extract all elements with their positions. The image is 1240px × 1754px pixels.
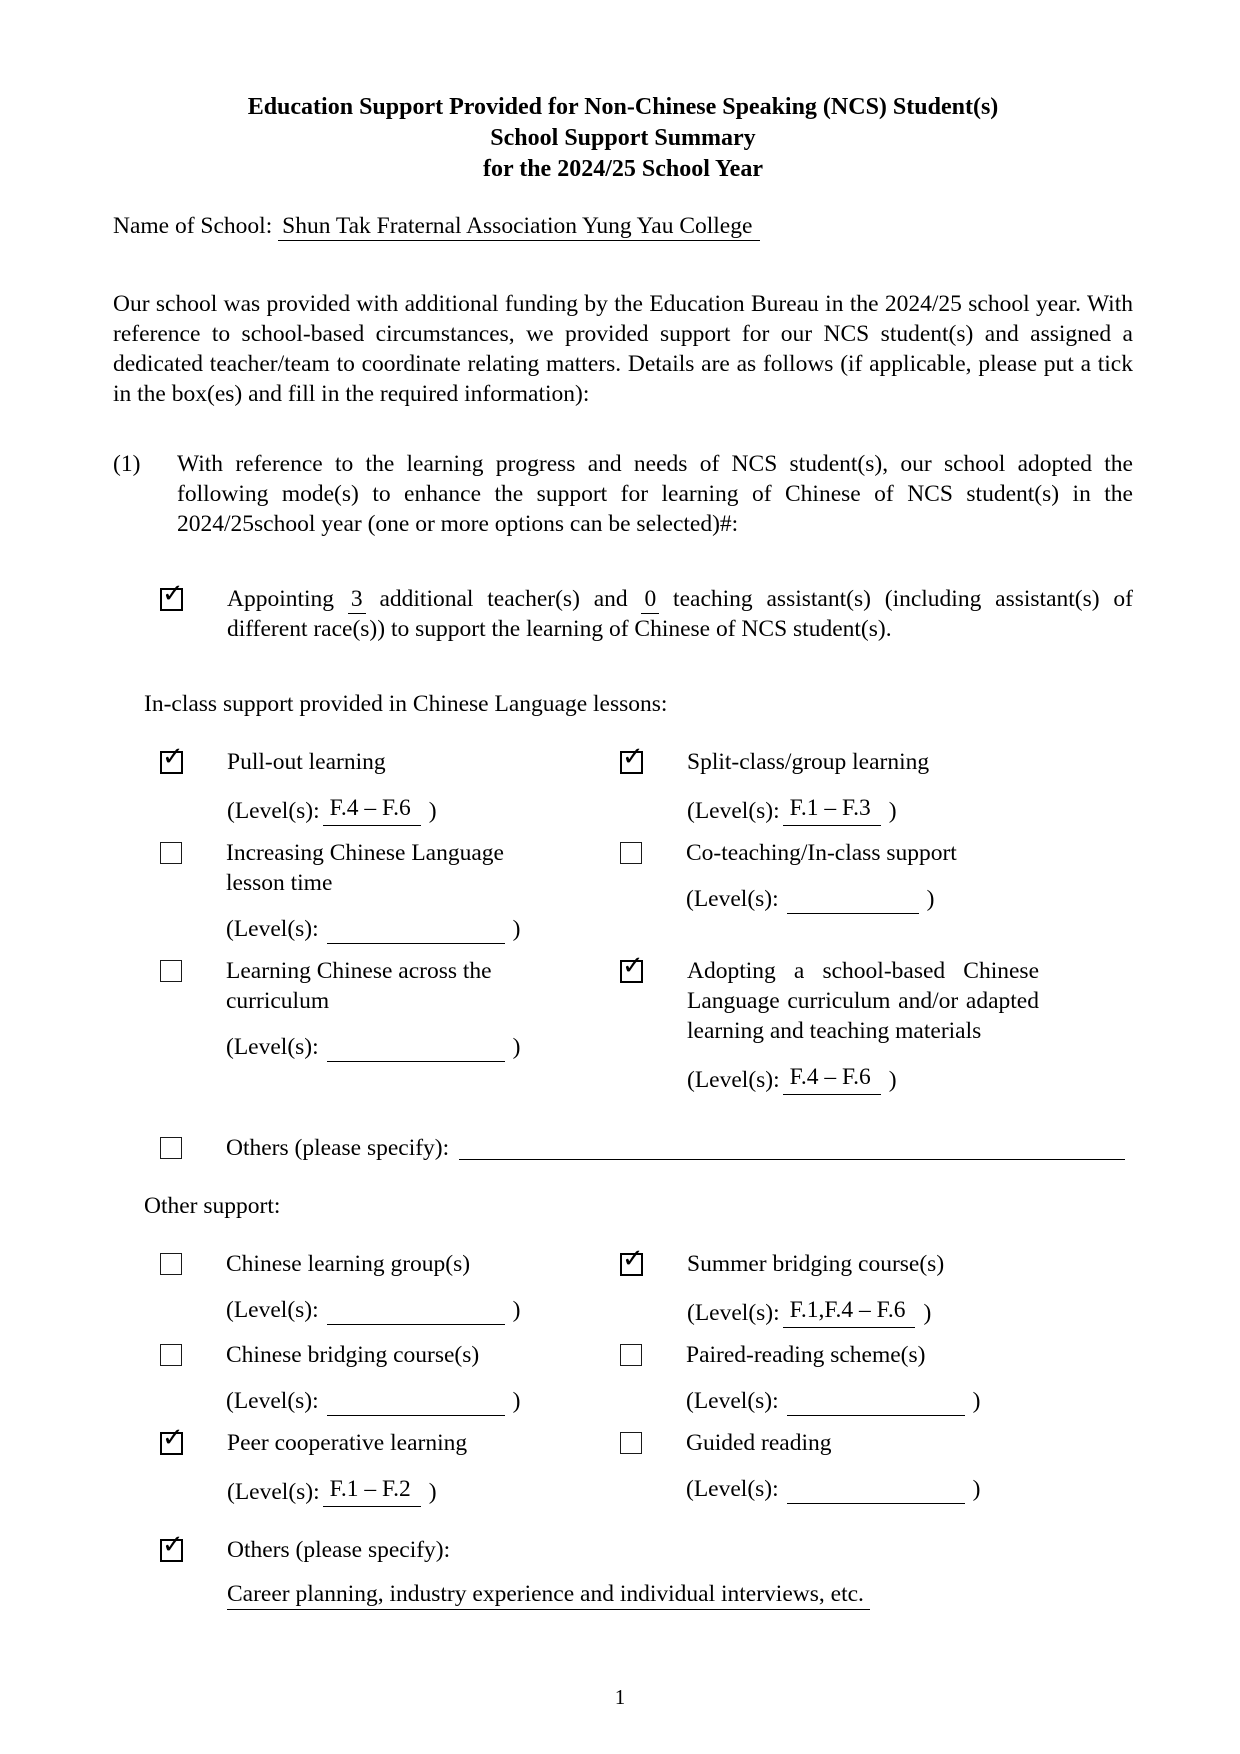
- spacer: [183, 584, 227, 644]
- check-icon: ✓: [622, 951, 644, 981]
- checkbox[interactable]: [160, 842, 182, 864]
- spacer: [643, 1249, 687, 1328]
- option-cell: [620, 742, 1133, 826]
- close-paren: ): [428, 798, 437, 824]
- spacer: [183, 747, 227, 826]
- level-prefix: (Level(s):: [227, 1479, 320, 1505]
- other-support-options-grid: [160, 1244, 1133, 1519]
- spacer: [643, 747, 687, 826]
- option-label: Pull-out learning: [227, 749, 386, 775]
- level-line: [687, 1062, 1039, 1095]
- spacer: [182, 956, 226, 1062]
- option-label: Adopting a school-based Chinese Language curriculum and/or adapted learning and teaching materials: [687, 958, 1039, 1044]
- close-paren: ): [512, 916, 521, 942]
- assistant-count-field[interactable]: 0: [641, 586, 659, 614]
- check-icon: ✓: [162, 1423, 184, 1453]
- level-line: [226, 1386, 526, 1416]
- school-name-value[interactable]: Shun Tak Fraternal Association Yung Yau College: [278, 213, 760, 241]
- spacer: [183, 1535, 227, 1609]
- level-value-blank[interactable]: [327, 1391, 505, 1416]
- level-value-blank[interactable]: [327, 1037, 505, 1062]
- others-label: Others (please specify):: [226, 1135, 450, 1161]
- level-line: [227, 1474, 527, 1507]
- option-label: Paired-reading scheme(s): [686, 1342, 926, 1368]
- level-value-blank[interactable]: [327, 919, 505, 944]
- option-label: Guided reading: [686, 1430, 832, 1456]
- appointing-part3: teaching assistant(s) (including assistant(s) of different race(s)) to support the learning of Chinese of NCS student(s).: [227, 586, 1133, 642]
- level-line: [686, 1474, 1038, 1504]
- checkbox[interactable]: [160, 1137, 182, 1159]
- spacer: [182, 1340, 226, 1416]
- option-label: Increasing Chinese Language lesson time: [226, 840, 504, 896]
- option-cell: [620, 951, 1133, 1095]
- close-paren: ): [923, 1300, 932, 1326]
- option-cell: [160, 838, 620, 944]
- spacer: [642, 1428, 686, 1504]
- checkbox[interactable]: [160, 742, 184, 774]
- intro-paragraph: Our school was provided with additional funding by the Education Bureau in the 2024/25 school year. With reference to school-based circumstances, we provided support for our NCS student(s) and assigned a dedicated teacher/team to coordinate relating matters. Details are as follows (if applicable, please put a tick in the box(es) and fill in the required information):: [113, 291, 1133, 407]
- level-line: [226, 914, 526, 944]
- option-cell: [160, 1249, 620, 1328]
- title-line-2: School Support Summary: [490, 125, 756, 151]
- checkbox[interactable]: [620, 842, 642, 864]
- check-icon: ✓: [162, 742, 184, 772]
- check-icon: ✓: [622, 1244, 644, 1274]
- level-prefix: (Level(s):: [226, 1297, 319, 1323]
- option-label: Peer cooperative learning: [227, 1430, 468, 1456]
- level-line: [686, 1386, 1038, 1416]
- level-prefix: (Level(s):: [687, 798, 780, 824]
- spacer: [182, 838, 226, 944]
- option-cell: [160, 956, 620, 1095]
- option-cell: [160, 1340, 620, 1416]
- item-1: [113, 449, 1133, 539]
- checkbox[interactable]: [620, 742, 644, 774]
- inclass-options-grid: [160, 742, 1133, 1107]
- spacer: [182, 1133, 226, 1163]
- option-cell: [620, 1428, 1133, 1507]
- checkbox[interactable]: [620, 1244, 644, 1276]
- appointing-part1: Appointing: [227, 586, 348, 612]
- checkbox[interactable]: [160, 1344, 182, 1366]
- item-1-number: (1): [113, 451, 141, 477]
- spacer: [183, 1428, 227, 1507]
- level-line: [227, 793, 527, 826]
- checkbox[interactable]: [160, 1530, 184, 1562]
- page-title: [113, 92, 1133, 185]
- check-icon: ✓: [622, 742, 644, 772]
- close-paren: ): [512, 1034, 521, 1060]
- level-value[interactable]: F.1 – F.3: [783, 793, 881, 826]
- checkbox[interactable]: [620, 951, 644, 983]
- checkbox[interactable]: [160, 960, 182, 982]
- appointing-part2: additional teacher(s) and: [365, 586, 642, 612]
- option-cell: [620, 838, 1133, 944]
- title-line-3: for the 2024/25 School Year: [483, 156, 763, 182]
- close-paren: ): [926, 886, 935, 912]
- close-paren: ): [972, 1476, 981, 1502]
- option-label: Co-teaching/In-class support: [686, 840, 957, 866]
- spacer: [642, 838, 686, 914]
- level-value-blank[interactable]: [327, 1300, 505, 1325]
- level-prefix: (Level(s):: [687, 1067, 780, 1093]
- title-line-1: Education Support Provided for Non-Chinese Speaking (NCS) Student(s): [247, 94, 999, 120]
- option-cell: [160, 742, 620, 826]
- spacer: [643, 956, 687, 1095]
- close-paren: ): [972, 1388, 981, 1414]
- spacer: [642, 1340, 686, 1416]
- option-cell: [620, 1244, 1133, 1328]
- level-line: [687, 793, 1039, 826]
- page-number: 1: [614, 1685, 626, 1709]
- item-1-text: With reference to the learning progress and needs of NCS student(s), our school adopted the following mode(s) to enhance the support for learning of Chinese of NCS student(s) in the 2024/25school year (one or more options can be selected)#:: [177, 451, 1133, 537]
- inclass-others-option: [160, 1133, 1133, 1163]
- others-specify-value[interactable]: Career planning, industry experience and individual interviews, etc.: [227, 1581, 870, 1610]
- checkbox[interactable]: [160, 579, 184, 611]
- level-prefix: (Level(s):: [227, 798, 320, 824]
- level-prefix: (Level(s):: [686, 1476, 779, 1502]
- level-line: [686, 884, 1038, 914]
- option-label: Learning Chinese across the curriculum: [226, 958, 492, 1014]
- appointing-option: [160, 579, 1133, 644]
- level-value-blank[interactable]: [787, 889, 919, 914]
- level-value[interactable]: F.4 – F.6: [783, 1062, 881, 1095]
- close-paren: ): [512, 1388, 521, 1414]
- option-label: Split-class/group learning: [687, 749, 930, 775]
- close-paren: ): [888, 798, 897, 824]
- level-prefix: (Level(s):: [226, 1034, 319, 1060]
- level-value[interactable]: F.4 – F.6: [323, 793, 421, 826]
- level-line: [687, 1295, 1039, 1328]
- checkbox[interactable]: [620, 1432, 642, 1454]
- level-prefix: (Level(s):: [226, 916, 319, 942]
- other-support-others-option: [160, 1530, 1133, 1609]
- checkbox[interactable]: [160, 1253, 182, 1275]
- check-icon: ✓: [162, 579, 184, 609]
- inclass-heading: In-class support provided in Chinese Language lessons:: [144, 691, 668, 717]
- level-prefix: (Level(s):: [686, 886, 779, 912]
- option-label: Chinese bridging course(s): [226, 1342, 480, 1368]
- checkbox[interactable]: [620, 1344, 642, 1366]
- others-label: Others (please specify):: [227, 1537, 451, 1563]
- level-value-blank[interactable]: [787, 1391, 965, 1416]
- check-icon: ✓: [162, 1530, 184, 1560]
- close-paren: ): [428, 1479, 437, 1505]
- level-value[interactable]: F.1 – F.2: [323, 1474, 421, 1507]
- level-value[interactable]: F.1,F.4 – F.6: [783, 1295, 916, 1328]
- checkbox[interactable]: [160, 1423, 184, 1455]
- option-label: Chinese learning group(s): [226, 1251, 471, 1277]
- level-line: [226, 1295, 526, 1325]
- school-name-label: Name of School:: [113, 213, 273, 239]
- close-paren: ): [888, 1067, 897, 1093]
- other-support-heading: Other support:: [144, 1193, 281, 1219]
- spacer: [182, 1249, 226, 1325]
- close-paren: ): [512, 1297, 521, 1323]
- teacher-count-field[interactable]: 3: [348, 586, 366, 614]
- level-prefix: (Level(s):: [687, 1300, 780, 1326]
- option-label: Summer bridging course(s): [687, 1251, 945, 1277]
- others-specify-field[interactable]: [459, 1133, 1125, 1160]
- others-specify-line: [227, 1579, 1133, 1609]
- level-value-blank[interactable]: [787, 1479, 965, 1504]
- option-cell: [160, 1423, 620, 1507]
- appointing-text: [227, 584, 1133, 644]
- option-cell: [620, 1340, 1133, 1416]
- school-name-line: [113, 211, 1133, 241]
- level-prefix: (Level(s):: [226, 1388, 319, 1414]
- level-prefix: (Level(s):: [686, 1388, 779, 1414]
- level-line: [226, 1032, 526, 1062]
